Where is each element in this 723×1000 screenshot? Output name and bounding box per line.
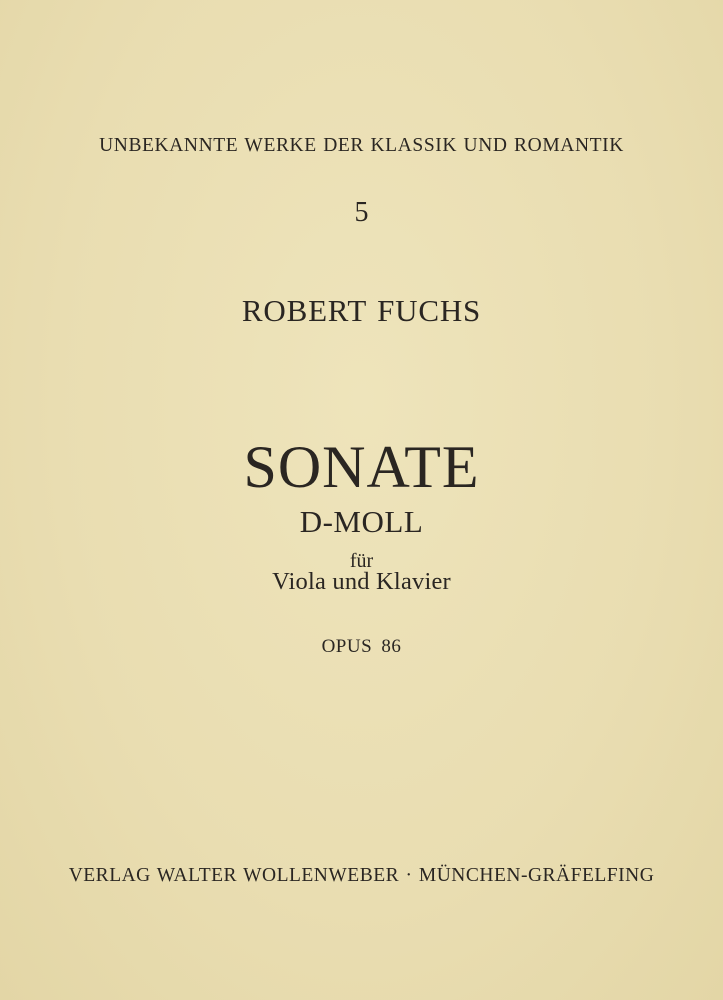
volume-number: 5 xyxy=(354,197,369,228)
for-word: für xyxy=(349,550,374,572)
publisher-imprint: VERLAG WALTER WOLLENWEBER · MÜNCHEN-GRÄFELFING xyxy=(68,865,655,886)
work-key: D-MOLL xyxy=(299,504,424,539)
work-title: SONATE xyxy=(243,434,480,500)
instrumentation: Viola und Klavier xyxy=(272,568,451,595)
opus-number: OPUS 86 xyxy=(321,636,402,657)
composer-name: ROBERT FUCHS xyxy=(241,293,482,328)
series-title: UNBEKANNTE WERKE DER KLASSIK UND ROMANTIK xyxy=(99,135,624,156)
